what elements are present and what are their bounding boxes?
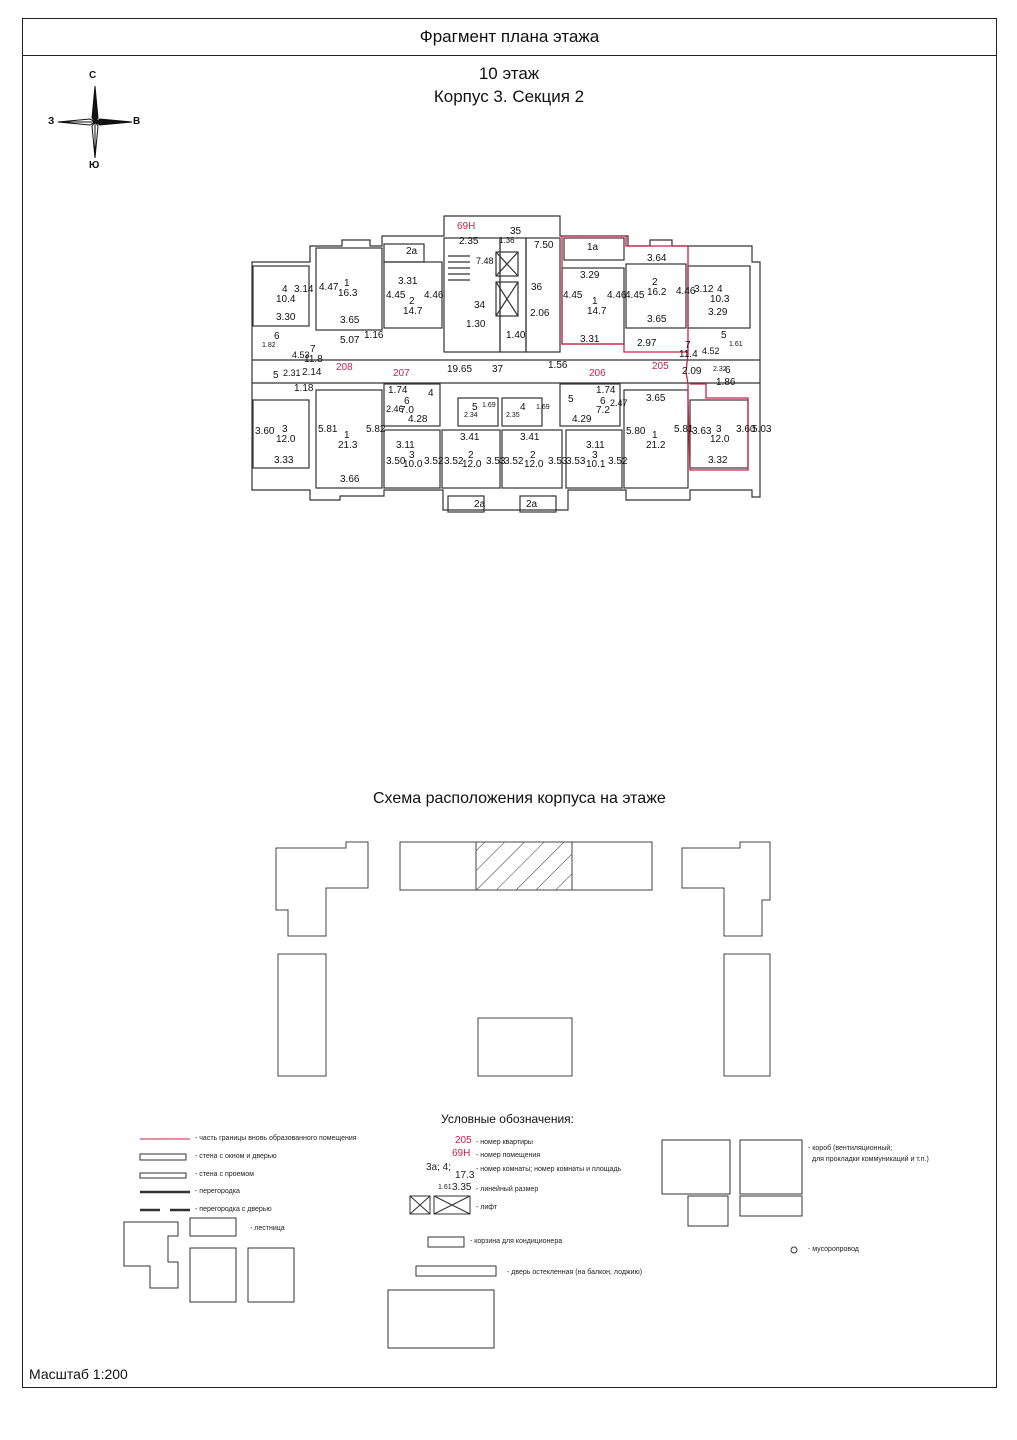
room-label: 3.52 [608, 456, 628, 467]
room-label: 3.53 [486, 456, 506, 467]
room-label: 3.53 [566, 456, 586, 467]
room-label: 3 [409, 450, 415, 461]
room-label: 3.30 [276, 312, 296, 323]
room-label: 5.80 [626, 426, 646, 437]
legend-title: Условные обозначения: [441, 1112, 574, 1126]
room-label: 3.31 [398, 276, 418, 287]
room-label: 4.45 [625, 290, 645, 301]
room-label: 12.0 [710, 434, 730, 445]
room-label: 2 [652, 277, 658, 288]
room-label: 4 [717, 284, 723, 295]
room-label: 2.34 [464, 412, 478, 419]
room-label: 21.3 [338, 440, 358, 451]
room-label: 1а [587, 242, 599, 253]
room-label: 4.29 [572, 414, 592, 425]
room-label: 11.4 [679, 349, 698, 360]
room-label: 1.36 [499, 236, 515, 245]
room-label: 6 [600, 396, 606, 407]
room-label: 7 [685, 340, 691, 351]
premise-number: 69Н [457, 221, 476, 232]
room-label: 3.64 [647, 253, 667, 264]
floor-number: 10 этаж [478, 64, 540, 83]
room-label: 3.12 [694, 284, 714, 295]
room-label: 3.65 [647, 314, 667, 325]
room-label: 7.0 [400, 405, 414, 416]
room-label: 2.06 [530, 308, 550, 319]
room-label: 5 [472, 402, 478, 413]
room-label: 7 [310, 344, 316, 355]
room-label: 2.47 [610, 398, 628, 408]
legend-sample-apt: 205 [455, 1135, 472, 1146]
room-label: 34 [474, 300, 486, 311]
room-label: 12.0 [276, 434, 296, 445]
room-label: 36 [531, 282, 543, 293]
room-label: 3.50 [386, 456, 406, 467]
room-label: 3.66 [340, 474, 360, 485]
room-label: 4 [282, 284, 288, 295]
room-label: 14.7 [587, 306, 607, 317]
room-label: 3.52 [424, 456, 444, 467]
room-label: 2.97 [637, 338, 657, 349]
legend-apt-number: - номер квартиры [476, 1139, 533, 1146]
room-label: 1.16 [364, 330, 384, 341]
legend-garbage-chute: - мусоропровод [808, 1246, 859, 1253]
room-label: 1.18 [294, 383, 314, 394]
room-label: 6 [404, 396, 410, 407]
room-label: 2.09 [682, 366, 702, 377]
legend-ac-basket: - корзина для кондиционера [470, 1238, 563, 1245]
room-label: 3.53 [548, 456, 568, 467]
room-label: 2 [468, 450, 474, 461]
room-label: 3.63 [692, 426, 712, 437]
room-label: 3.32 [708, 455, 728, 466]
room-label: 1.69 [482, 402, 496, 409]
room-label: 3.65 [340, 315, 360, 326]
room-label: 2.32 [713, 366, 727, 373]
room-label: 2.14 [302, 367, 322, 378]
room-label: 4.45 [386, 290, 406, 301]
room-label: 19.65 [447, 364, 473, 375]
room-label: 1.56 [548, 360, 568, 371]
room-label: 4.46 [676, 286, 696, 297]
compass-north: С [89, 70, 97, 81]
room-label: 1.61 [729, 341, 743, 348]
room-label: 2а [526, 499, 538, 510]
room-label: 3.31 [580, 334, 600, 345]
room-label: 2 [530, 450, 536, 461]
room-label: 7.50 [534, 240, 554, 251]
legend-sample-dim: 3.35 [452, 1182, 472, 1193]
room-label: 2а [474, 499, 486, 510]
room-label: 10.1 [586, 459, 606, 470]
room-label: 3.52 [504, 456, 524, 467]
room-label: 4.47 [319, 282, 339, 293]
room-label: 3.11 [396, 440, 415, 451]
room-label: 2 [409, 296, 415, 307]
room-label: 5 [273, 370, 279, 381]
apartment-number: 207 [393, 368, 410, 379]
room-label: 16.3 [338, 288, 358, 299]
room-label: 1 [344, 430, 350, 441]
room-label: 2.35 [506, 412, 520, 419]
legend-sample-dim: 1.61 [438, 1184, 452, 1191]
room-label: 1 [344, 278, 350, 289]
sheet-title: Фрагмент плана этажа [22, 18, 997, 56]
legend-sample-premise: 69Н [452, 1148, 471, 1159]
room-label: 5 [568, 394, 574, 405]
room-label: 3.11 [586, 440, 605, 451]
legend-linear-size: - линейный размер [476, 1186, 539, 1193]
room-label: 7.2 [596, 405, 610, 416]
room-label: 5 [721, 330, 727, 341]
room-label: 7.48 [476, 256, 494, 266]
room-label: 1.82 [262, 342, 276, 349]
room-label: 1 [592, 296, 598, 307]
room-label: 4 [428, 388, 434, 399]
legend-sample-area: 17.3 [455, 1170, 475, 1181]
legend-duct-note: для прокладки коммуникаций и т.п.) [812, 1156, 929, 1163]
room-label: 6 [725, 365, 731, 376]
room-label: 37 [492, 364, 504, 375]
building-section: Корпус 3. Секция 2 [433, 87, 585, 106]
room-label: 6 [274, 331, 280, 342]
room-label: 16.2 [647, 287, 667, 298]
apartment-number: 208 [336, 362, 353, 373]
apartment-number: 205 [652, 361, 669, 372]
room-label: 1 [652, 430, 658, 441]
room-label: 12.0 [524, 459, 544, 470]
room-label: 3.60 [736, 424, 756, 435]
apartment-number: 206 [589, 368, 606, 379]
room-label: 5.03 [752, 424, 772, 435]
room-label: 3.60 [255, 426, 275, 437]
room-label: 1.74 [388, 385, 408, 396]
room-label: 3.52 [444, 456, 464, 467]
room-label: 1.40 [506, 330, 526, 341]
room-label: 5.81 [674, 424, 694, 435]
room-label: 10.4 [276, 294, 296, 305]
room-label: 4.28 [408, 414, 428, 425]
legend-partition: - перегородка [195, 1188, 240, 1195]
legend-boundary: - часть границы вновь образованного помещения [195, 1135, 357, 1142]
compass-west: З [48, 116, 55, 127]
room-label: 2а [406, 246, 418, 257]
room-label: 4.46 [607, 290, 627, 301]
room-label: 1.30 [466, 319, 486, 330]
compass-south: Ю [89, 160, 100, 171]
legend-duct: - короб (вентиляционный; [808, 1145, 893, 1152]
room-label: 2.31 [283, 368, 301, 378]
legend-partition-door: - перегородка с дверью [195, 1206, 272, 1213]
room-label: 1.69 [536, 404, 550, 411]
compass-east: В [133, 116, 141, 127]
room-label: 4 [520, 402, 526, 413]
room-label: 12.0 [462, 459, 482, 470]
room-label: 21.2 [646, 440, 666, 451]
room-label: 5.07 [340, 335, 360, 346]
room-label: 4.46 [424, 290, 444, 301]
room-label: 3 [282, 424, 288, 435]
legend-sample-room: 3а; 4; [426, 1162, 452, 1173]
legend-premise-number: - номер помещения [476, 1152, 541, 1159]
room-label: 35 [510, 226, 522, 237]
room-label: 3.29 [580, 270, 600, 281]
legend-wall-window: - стена с окном и дверью [195, 1153, 277, 1160]
room-label: 4.53 [292, 350, 310, 360]
legend-wall-opening: - стена с проемом [195, 1171, 254, 1178]
room-label: 2.46 [386, 404, 404, 414]
room-label: 10.0 [403, 459, 423, 470]
room-label: 3.14 [294, 284, 314, 295]
room-label: 3.41 [460, 432, 480, 443]
legend-glazed-door: - дверь остекленная (на балкон, лоджию) [507, 1269, 643, 1276]
room-label: 14.7 [403, 306, 423, 317]
room-label: 4.45 [563, 290, 583, 301]
room-label: 3 [716, 424, 722, 435]
room-label: 2.35 [459, 236, 479, 247]
room-label: 10.3 [710, 294, 730, 305]
room-label: 1.86 [716, 377, 736, 388]
room-label: 5.81 [318, 424, 338, 435]
room-label: 3.65 [646, 393, 666, 404]
room-label: 11.8 [304, 354, 323, 365]
scheme-title: Схема расположения корпуса на этаже [373, 790, 666, 807]
legend-lift: - лифт [476, 1204, 498, 1211]
room-label: 3 [592, 450, 598, 461]
room-label: 4.52 [702, 346, 720, 356]
room-label: 1.74 [596, 385, 616, 396]
room-label: 3.29 [708, 307, 728, 318]
scale-label: Масштаб 1:200 [29, 1366, 128, 1382]
room-label: 3.33 [274, 455, 294, 466]
legend-room-number: - номер комнаты; номер комнаты и площадь [476, 1166, 622, 1173]
room-label: 3.41 [520, 432, 540, 443]
room-label: 5.82 [366, 424, 386, 435]
legend-stairs: - лестница [250, 1225, 285, 1232]
